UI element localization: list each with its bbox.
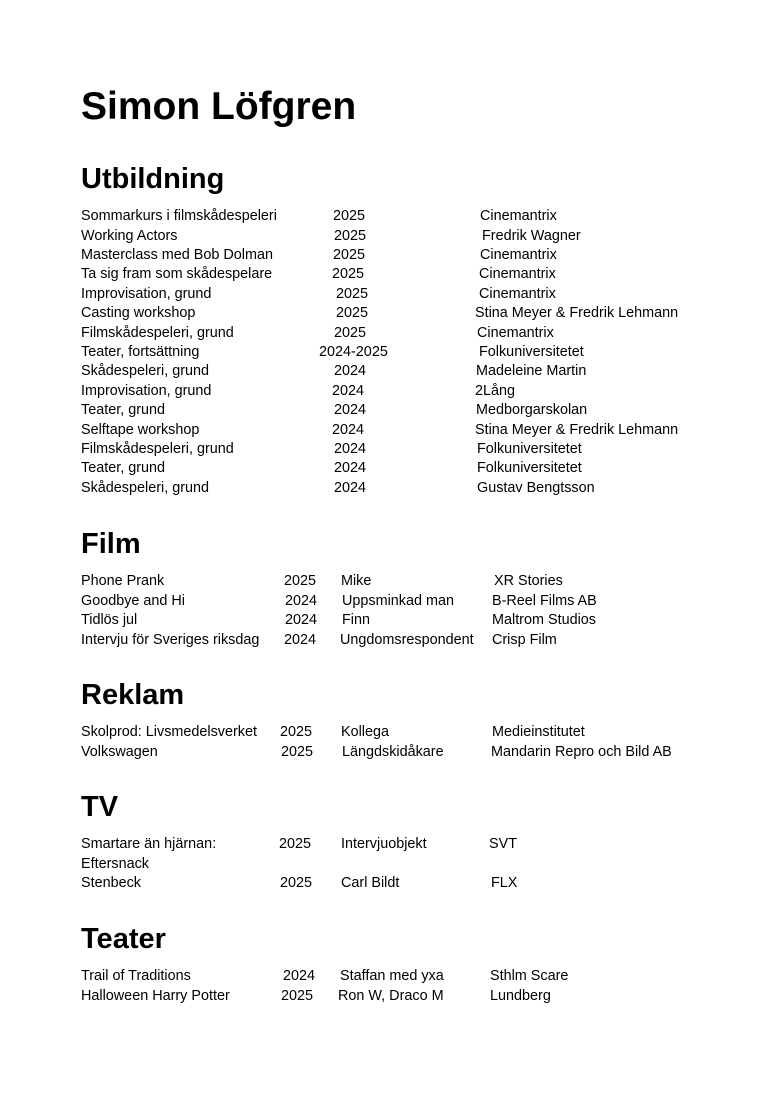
entry-course: Ta sig fram som skådespelare <box>81 266 273 282</box>
entry-company: Lundberg <box>490 988 551 1004</box>
entry-provider: Cinemantrix <box>477 325 554 341</box>
section-title-film: Film <box>81 528 141 560</box>
entry-course: Working Actors <box>81 228 178 244</box>
entry-year: 2024 <box>284 632 317 648</box>
entry-provider: Folkuniversitetet <box>479 344 584 360</box>
entry-course: Teater, grund <box>81 402 166 418</box>
entry-year: 2024 <box>332 422 365 438</box>
entry-company: Mandarin Repro och Bild AB <box>491 744 672 760</box>
entry-year: 2024 <box>285 612 318 628</box>
entry-year: 2025 <box>281 744 314 760</box>
entry-year: 2025 <box>332 266 365 282</box>
entry-provider: Cinemantrix <box>479 266 556 282</box>
entry-year: 2025 <box>334 325 367 341</box>
entry-year: 2025 <box>280 875 313 891</box>
person-name: Simon Löfgren <box>81 85 357 128</box>
entry-provider: 2Lång <box>475 383 516 399</box>
entry-year: 2025 <box>334 228 367 244</box>
entry-course: Sommarkurs i filmskådespeleri <box>81 208 277 224</box>
entry-role: Uppsminkad man <box>342 593 454 609</box>
entry-role: Kollega <box>341 724 390 740</box>
entry-company: Sthlm Scare <box>490 968 569 984</box>
entry-provider: Medborgarskolan <box>476 402 588 418</box>
entry-role: Finn <box>342 612 370 628</box>
entry-provider: Cinemantrix <box>480 247 557 263</box>
entry-course: Filmskådespeleri, grund <box>81 325 234 341</box>
entry-course: Skådespeleri, grund <box>81 480 209 496</box>
entry-provider: Stina Meyer & Fredrik Lehmann <box>475 422 679 438</box>
entry-company: XR Stories <box>494 573 563 589</box>
entry-title: Tidlös jul <box>81 612 138 628</box>
entry-course: Improvisation, grund <box>81 286 212 302</box>
entry-course: Improvisation, grund <box>81 383 212 399</box>
entry-provider: Cinemantrix <box>479 286 556 302</box>
entry-title: Skolprod: Livsmedelsverket <box>81 724 257 740</box>
entry-year: 2024 <box>334 460 367 476</box>
entry-company: Medieinstitutet <box>492 724 585 740</box>
entry-year: 2025 <box>280 724 313 740</box>
entry-title: Eftersnack <box>81 856 149 872</box>
entry-company: Crisp Film <box>492 632 557 648</box>
entry-year: 2025 <box>333 247 366 263</box>
entry-title: Smartare än hjärnan: <box>81 836 217 852</box>
entry-year: 2024 <box>285 593 318 609</box>
entry-course: Casting workshop <box>81 305 196 321</box>
entry-role: Staffan med yxa <box>340 968 444 984</box>
entry-year: 2024 <box>334 480 367 496</box>
entry-title: Intervju för Sveriges riksdag <box>81 632 260 648</box>
entry-title: Trail of Traditions <box>81 968 191 984</box>
entry-title: Stenbeck <box>81 875 142 891</box>
entry-role: Intervjuobjekt <box>341 836 427 852</box>
entry-year: 2025 <box>281 988 314 1004</box>
section-title-tv: TV <box>81 791 119 823</box>
entry-role: Ron W, Draco M <box>338 988 444 1004</box>
entry-course: Teater, grund <box>81 460 166 476</box>
entry-year: 2024 <box>334 402 367 418</box>
entry-title: Phone Prank <box>81 573 165 589</box>
entry-role: Längdskidåkare <box>342 744 444 760</box>
entry-company: B-Reel Films AB <box>492 593 597 609</box>
entry-role: Mike <box>341 573 372 589</box>
entry-provider: Stina Meyer & Fredrik Lehmann <box>475 305 679 321</box>
entry-year: 2024 <box>334 363 367 379</box>
entry-year: 2024 <box>334 441 367 457</box>
entry-provider: Gustav Bengtsson <box>477 480 595 496</box>
entry-course: Teater, fortsättning <box>81 344 200 360</box>
section-title-utbildning: Utbildning <box>81 163 225 195</box>
entry-company: SVT <box>489 836 517 852</box>
entry-role: Carl Bildt <box>341 875 400 891</box>
entry-year: 2025 <box>284 573 317 589</box>
entry-year: 2025 <box>336 286 369 302</box>
entry-year: 2024 <box>332 383 365 399</box>
entry-year: 2024 <box>283 968 316 984</box>
section-title-reklam: Reklam <box>81 679 185 711</box>
entry-company: Maltrom Studios <box>492 612 596 628</box>
entry-provider: Fredrik Wagner <box>482 228 581 244</box>
entry-course: Skådespeleri, grund <box>81 363 209 379</box>
entry-title: Volkswagen <box>81 744 158 760</box>
entry-provider: Folkuniversitetet <box>477 460 582 476</box>
entry-title: Halloween Harry Potter <box>81 988 230 1004</box>
entry-provider: Madeleine Martin <box>476 363 587 379</box>
entry-provider: Folkuniversitetet <box>477 441 582 457</box>
section-title-teater: Teater <box>81 923 166 955</box>
entry-year: 2025 <box>336 305 369 321</box>
entry-year: 2025 <box>333 208 366 224</box>
entry-course: Masterclass med Bob Dolman <box>81 247 273 263</box>
entry-course: Selftape workshop <box>81 422 200 438</box>
entry-course: Filmskådespeleri, grund <box>81 441 234 457</box>
entry-year: 2025 <box>279 836 312 852</box>
entry-provider: Cinemantrix <box>480 208 557 224</box>
entry-title: Goodbye and Hi <box>81 593 186 609</box>
entry-year: 2024-2025 <box>319 344 388 360</box>
entry-company: FLX <box>491 875 518 891</box>
entry-role: Ungdomsrespondent <box>340 632 474 648</box>
